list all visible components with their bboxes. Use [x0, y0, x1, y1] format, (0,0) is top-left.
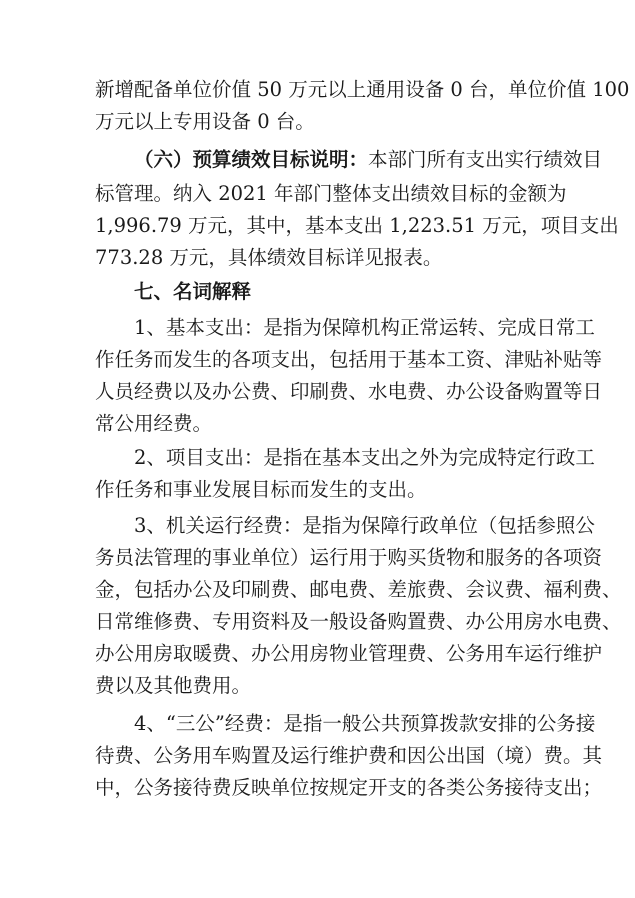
paragraph-line: 中，公务接待费反映单位按规定开支的各类公务接待支出； — [95, 776, 603, 799]
paragraph-line: 作任务和事业发展目标而发生的支出。 — [95, 478, 427, 501]
paragraph-line: 1、基本支出：是指为保障机构正常运转、完成日常工 — [134, 316, 595, 339]
paragraph-line: 3、机关运行经费：是指为保障行政单位（包括参照公 — [134, 514, 595, 537]
paragraph-line: 2、项目支出：是指在基本支出之外为完成特定行政工 — [134, 446, 595, 469]
paragraph-line: 标管理。纳入 2021 年部门整体支出绩效目标的金额为 — [95, 182, 567, 205]
paragraph-line: 万元以上专用设备 0 台。 — [95, 110, 315, 133]
paragraph-line: 人员经费以及办公费、印刷费、水电费、办公设备购置等日 — [95, 380, 603, 403]
paragraph-line: 1,996.79 万元，其中，基本支出 1,223.51 万元，项目支出 — [95, 214, 619, 237]
paragraph-line: 常公用经费。 — [95, 412, 213, 435]
paragraph-line: 日常维修费、专用资料及一般设备购置费、办公用房水电费、 — [95, 610, 622, 633]
budget-performance-line — [134, 148, 603, 172]
paragraph-line: 金，包括办公及印刷费、邮电费、差旅费、会议费、福利费、 — [95, 578, 622, 601]
paragraph-line: 待费、公务用车购置及运行维护费和因公出国（境）费。其 — [95, 744, 603, 767]
paragraph-line: 新增配备单位价值 50 万元以上通用设备 0 台，单位价值 100 — [95, 78, 630, 101]
paragraph-line: 办公用房取暖费、办公用房物业管理费、公务用车运行维护 — [95, 642, 603, 665]
paragraph-line: 4、“三公”经费：是指一般公共预算拨款安排的公务接 — [134, 712, 596, 735]
paragraph-line: 务员法管理的事业单位）运行用于购买货物和服务的各项资 — [95, 546, 603, 569]
paragraph-line: 773.28 万元，具体绩效目标详见报表。 — [95, 246, 443, 269]
paragraph-line: 作任务而发生的各项支出，包括用于基本工资、津贴补贴等 — [95, 348, 603, 371]
paragraph-text: 本部门所有支出实行绩效目 — [368, 148, 603, 171]
paragraph-line: 费以及其他费用。 — [95, 674, 252, 697]
section-heading: 七、名词解释 — [134, 280, 252, 303]
budget-performance-heading: （六）预算绩效目标说明： — [134, 148, 369, 171]
